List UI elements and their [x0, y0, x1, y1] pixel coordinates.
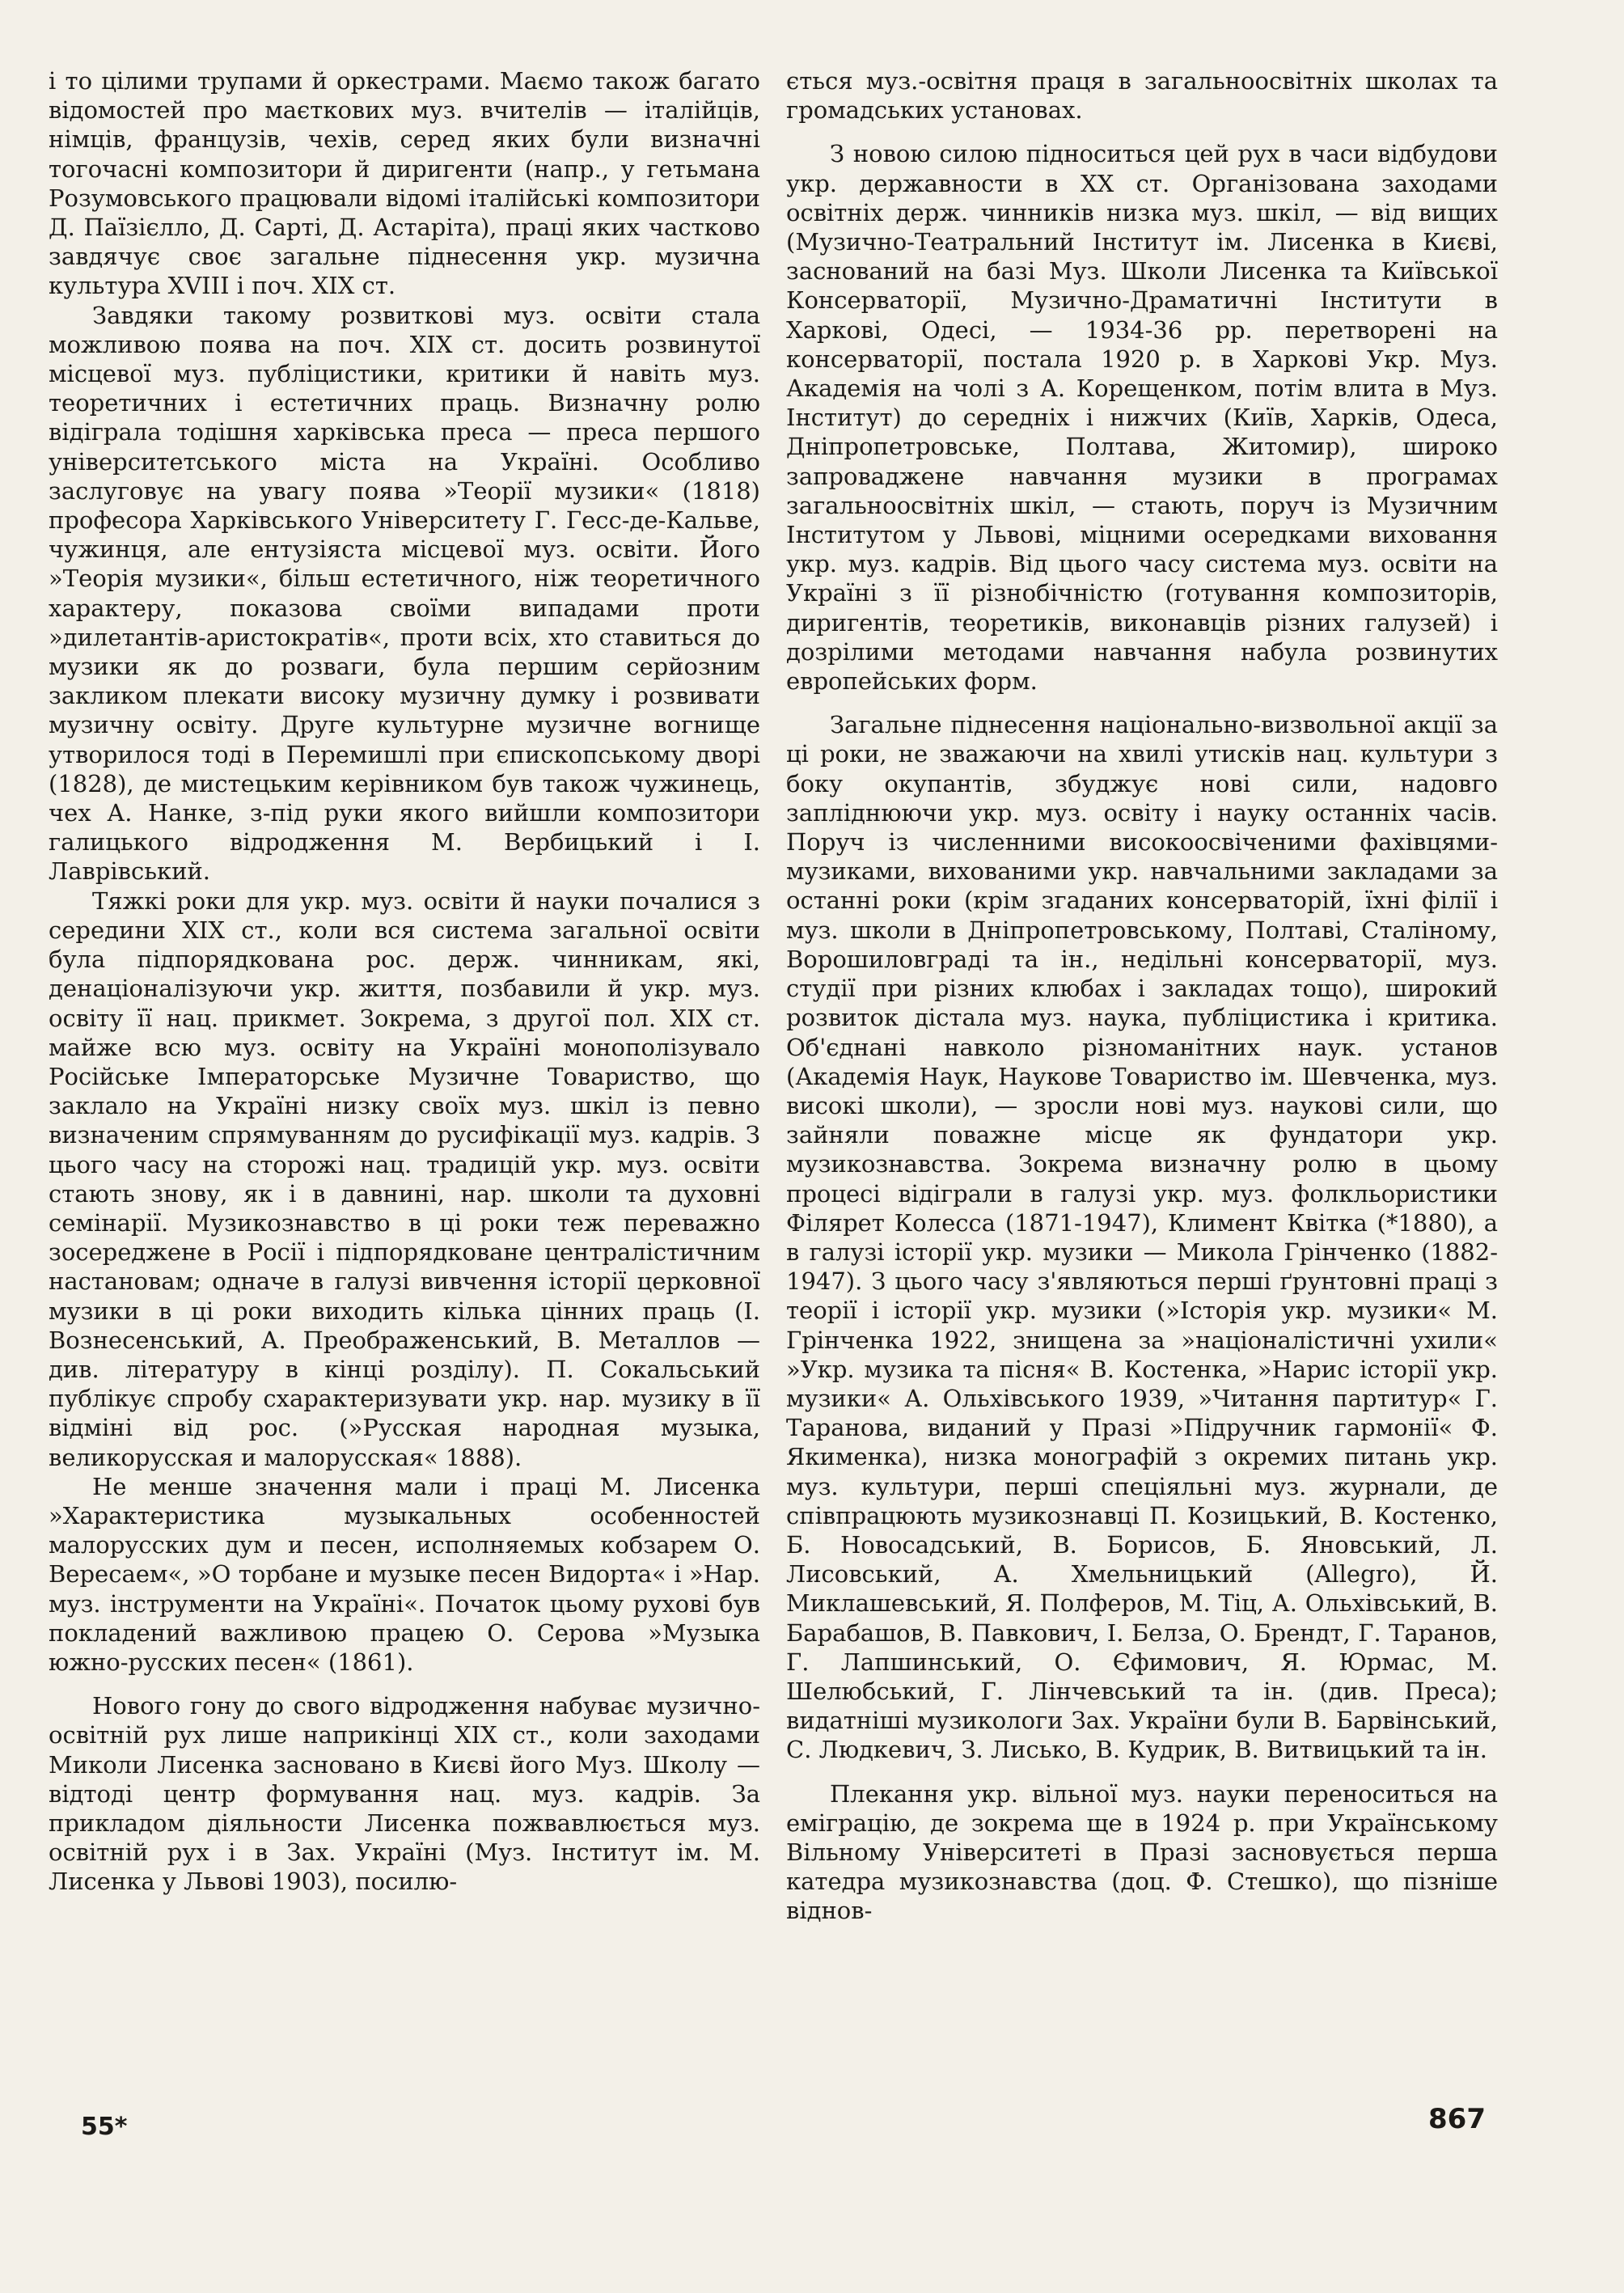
paragraph: ється муз.-освітня праця в загальноосвітніх школах та громадських установах. — [786, 67, 1498, 125]
paragraph: Загальне піднесення національно-визвольної акції за ці роки, не зважаючи на хвилі утисків нац. культури з боку окупантів, збуджує нові сили, надовго запліднюючи укр. муз. освіту і науку останніх часів. Поруч із численними високоосвіченими фахівцями-музиками, вихованими укр. навчальними закладами за останні роки (крім згаданих консерваторій, їхні філії і муз. школи в Дніпропетровському, Полтаві, Сталіному, Ворошиловграді та ін., недільні консерваторії, муз. студії при різних клюбах і закладах тощо), широкий розвиток дістала муз. наука, публіцистика і критика. Об'єднані навколо різноманітних наук. установ (Академія Наук, Наукове Товариство ім. Шевченка, муз. високі школи), — зросли нові муз. наукові сили, що зайняли поважне місце як фундатори укр. музикознавства. Зокрема визначну ролю в цьому процесі відіграли в галузі укр. муз. фолкльористики Філярет Колесса (1871-1947), Климент Квітка (*1880), а в галузі історії укр. музики — Микола Грінченко (1882-1947). З цього часу з'являються перші ґрунтовні праці з теорії і історії укр. музики (»Історія укр. музики« М. Грінченка 1922, знищена за »націоналістичні ухили« »Укр. музика та пісня« В. Костенка, »Нарис історії укр. музики« А. Ольхівського 1939, »Читання партитур« Г. Таранова, виданий у Празі »Підручник гармонії« Ф. Якименка), низка монографій з окремих питань укр. муз. культури, перші спеціяльні муз. журнали, де співпрацюють музикознавці П. Козицький, В. Костенко, Б. Новосадський, В. Борисов, Б. Яновський, Л. Лисовський, А. Хмельницький (Allegro), Й. Миклашевський, Я. Полферов, М. Тіц, А. Ольхівський, В. Барабашов, В. Павкович, І. Белза, О. Брендт, Г. Таранов, Г. Лапшинський, О. Єфимович, Я. Юрмас, М. Шелюбський, Г. Лінчевський та ін. (див. Преса); видатніші музикологи Зах. України були В. Барвінський, С. Людкевич, З. Лисько, В. Кудрик, В. Витвицький та ін. — [786, 711, 1498, 1764]
paragraph: Не менше значення мали і праці М. Лисенка »Характеристика музыкальных особенностей малорусских дум и песен, исполняемых кобзарем О. Вересаем«, »О торбане и музыке песен Видорта« і »Нар. муз. інструменти на Україні«. Початок цьому руховi був покладений важливою працею О. Серова »Музыка южно-русских песен« (1861). — [49, 1472, 760, 1676]
paragraph: Плекання укр. вільної муз. науки переноситься на еміграцію, де зокрема ще в 1924 р. при Українському Вільному Університеті в Празі засновується перша катедра музикознавства (доц. Ф. Стешко), що пізніше віднов- — [786, 1779, 1498, 1925]
paragraph: Завдяки такому розвиткові муз. освіти стала можливою поява на поч. XIX ст. досить розвинутої місцевої муз. публіцистики, критики й навіть муз. теоретичних і естетичних праць. Визначну ролю відіграла тодішня харківська преса — преса першого університетського міста на Україні. Особливо заслуговує на увагу поява »Теорії музики« (1818) професора Харківського Університету Г. Гесс-де-Кальве, чужинця, але ентузіяста місцевої муз. освіти. Його »Теорія музики«, більш естетичного, ніж теоретичного характеру, показова своїми випадами проти »дилетантів-аристократів«, проти всіх, хто ставиться до музики як до розваги, була першим серйозним закликом плекати високу музичну думку і розвивати музичну освіту. Друге культурне музичне вогнище утворилося тоді в Перемишлі при єпископському дворі (1828), де мистецьким керівником був також чужинець, чех А. Нанке, з-під руки якого вийшли композитори галицького відродження М. Вербицький і І. Лаврівський. — [49, 301, 760, 886]
paragraph: З новою силою підноситься цей рух в часи відбудови укр. державности в XX ст. Організована заходами освітніх держ. чинників низка муз. шкіл, — від вищих (Музично-Театральний Інститут ім. Лисенка в Києві, заснований на базі Муз. Школи Лисенка та Київської Консерваторії, Музично-Драматичні Інститути в Харкові, Одесі, — 1934-36 рр. перетворені на консерваторії, постала 1920 р. в Харкові Укр. Муз. Академія на чолі з А. Корещенком, потім влита в Муз. Інститут) до середніх і нижчих (Київ, Харків, Одеса, Дніпропетровське, Полтава, Житомир), широко запроваджене навчання музики в програмах загальноосвітніх шкіл, — стають, поруч із Музичним Інститутом у Львові, міцними осередками виховання укр. муз. кадрів. Від цього часу система муз. освіти на Україні з її різнобічністю (готування композиторів, диригентів, теоретиків, виконавців різних галузей) і дозрілими методами навчання набула розвинутих европейських форм. — [786, 140, 1498, 696]
page-number: 867 — [1428, 2103, 1486, 2135]
paragraph: Тяжкі роки для укр. муз. освіти й науки почалися з середини XIX ст., коли вся система загальної освіти була підпорядкована рос. держ. чинникам, які, денаціоналізуючи укр. життя, позбавили й укр. муз. освіту її нац. прикмет. Зокрема, з другої пол. XIX ст. майже всю муз. освіту на Україні монополізувало Російське Імператорське Музичне Товариство, що заклало на Україні низку своїх муз. шкіл із певно визначеним спрямуванням до русифікації муз. кадрів. З цього часу на сторожі нац. традицій укр. муз. освіти стають знову, як і в давнині, нар. школи та духовні семінарії. Музикознавство в ці роки теж переважно зосереджене в Росії і підпорядковане централістичним настановам; одначе в галузі вивчення історії церковної музики в ці роки виходить кілька цінних праць (І. Вознесенський, А. Преображенський, В. Металлов — див. літературу в кінці розділу). П. Сокальський публікує спробу схарактеризувати укр. нар. музику в її відміні від рос. (»Русская народная музыка, великорусская и малорусская« 1888). — [49, 886, 760, 1471]
right-column — [786, 66, 1498, 1926]
left-column — [49, 66, 760, 1897]
paragraph: і то цілими трупами й оркестрами. Маємо також багато відомостей про маєткових муз. вчителів — італійців, німців, французів, чехів, серед яких були визначні тогочасні композитори й диригенти (напр., у гетьмана Розумовського працювали відомі італійські композитори Д. Паїзієлло, Д. Сарті, Д. Астаріта), праці яких частково завдячує своє загальне піднесення укр. музична культура XVIII і поч. XIX ст. — [49, 67, 760, 300]
signature-mark: 55* — [81, 2113, 128, 2141]
paragraph: Нового гону до свого відродження набуває музично-освітній рух лише наприкінці XIX ст., коли заходами Миколи Лисенка засновано в Києві його Муз. Школу — відтоді центр формування нац. муз. кадрів. За прикладом діяльности Лисенка пожвавлюється муз. освітній рух і в Зах. Україні (Муз. Інститут ім. М. Лисенка у Львові 1903), посилю- — [49, 1692, 760, 1896]
